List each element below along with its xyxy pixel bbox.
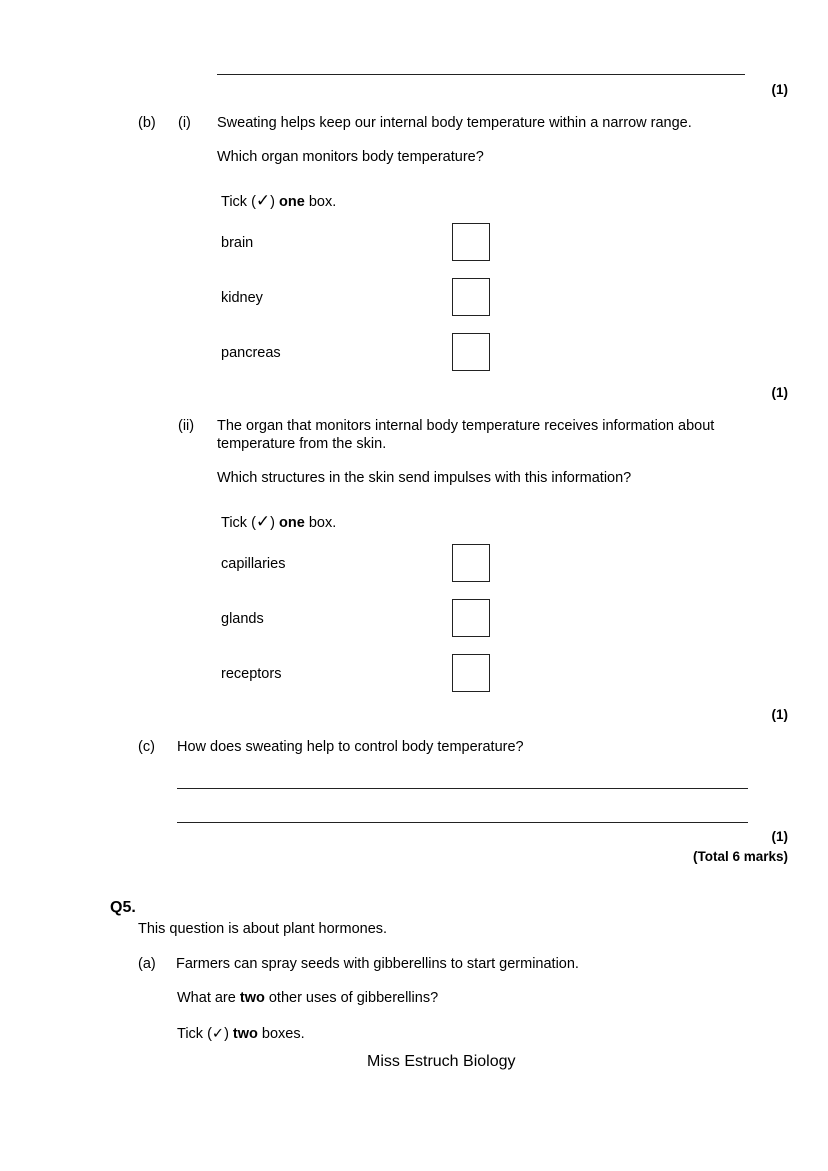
part-c-label: (c)	[138, 739, 155, 755]
q5-a-statement: Farmers can spray seeds with gibberellins to start germination.	[176, 956, 579, 972]
tick-bold: two	[232, 1026, 258, 1042]
option-pancreas-checkbox[interactable]	[452, 333, 490, 371]
q5-a-label: (a)	[138, 956, 156, 972]
question-bold: two	[239, 990, 265, 1006]
tick-icon: ✓	[255, 191, 271, 210]
part-b-i-question: Which organ monitors body temperature?	[217, 149, 484, 165]
tick-suffix: boxes.	[257, 1026, 305, 1042]
marks-b-ii: (1)	[771, 707, 788, 722]
part-b-ii-question: Which structures in the skin send impulses with this information?	[217, 470, 632, 486]
tick-mid: )	[270, 515, 280, 531]
answer-line-c2[interactable]	[177, 822, 748, 823]
tick-bold: one	[279, 515, 305, 531]
tick-mid: )	[224, 1026, 233, 1042]
q5-a-tick-instruction	[177, 1026, 305, 1042]
part-b-ii-statement-line2: temperature from the skin.	[217, 436, 387, 452]
marks-c: (1)	[771, 829, 788, 844]
part-c-question: How does sweating help to control body temperature?	[177, 739, 524, 755]
option-glands-label: glands	[221, 611, 264, 627]
option-brain-label: brain	[221, 235, 254, 251]
tick-bold: one	[279, 194, 305, 210]
total-marks: (Total 6 marks)	[692, 849, 788, 864]
option-receptors-label: receptors	[221, 666, 282, 682]
answer-line-c1[interactable]	[177, 788, 748, 789]
option-kidney-label: kidney	[221, 290, 263, 306]
tick-prefix: Tick (	[221, 194, 256, 210]
part-b-ii-statement-line1: The organ that monitors internal body temperature receives information about	[217, 418, 715, 434]
q5-title: Q5.	[110, 899, 136, 916]
tick-icon: ✓	[255, 512, 271, 531]
question-suffix: other uses of gibberellins?	[264, 990, 439, 1006]
tick-suffix: box.	[304, 515, 337, 531]
option-capillaries-label: capillaries	[221, 556, 286, 572]
tick-icon: ✓	[211, 1026, 225, 1042]
option-pancreas-label: pancreas	[221, 345, 281, 361]
part-b-label: (b)	[138, 115, 156, 131]
tick-suffix: box.	[304, 194, 337, 210]
answer-line-top[interactable]	[217, 74, 745, 75]
page-footer: Miss Estruch Biology	[367, 1053, 516, 1070]
q5-intro: This question is about plant hormones.	[138, 921, 388, 937]
part-b-ii-label: (ii)	[178, 418, 195, 434]
part-b-i-tick-instruction	[221, 191, 336, 211]
option-brain-checkbox[interactable]	[452, 223, 490, 261]
tick-mid: )	[270, 194, 280, 210]
marks-b-i: (1)	[771, 385, 788, 400]
tick-prefix: Tick (	[221, 515, 256, 531]
part-b-i-label: (i)	[178, 115, 191, 131]
q5-a-question	[177, 990, 438, 1006]
tick-prefix: Tick (	[177, 1026, 212, 1042]
option-capillaries-checkbox[interactable]	[452, 544, 490, 582]
option-glands-checkbox[interactable]	[452, 599, 490, 637]
part-b-i-statement: Sweating helps keep our internal body temperature within a narrow range.	[217, 115, 692, 131]
marks-a: (1)	[771, 82, 788, 97]
part-b-ii-tick-instruction	[221, 512, 336, 532]
option-kidney-checkbox[interactable]	[452, 278, 490, 316]
question-prefix: What are	[177, 990, 240, 1006]
option-receptors-checkbox[interactable]	[452, 654, 490, 692]
